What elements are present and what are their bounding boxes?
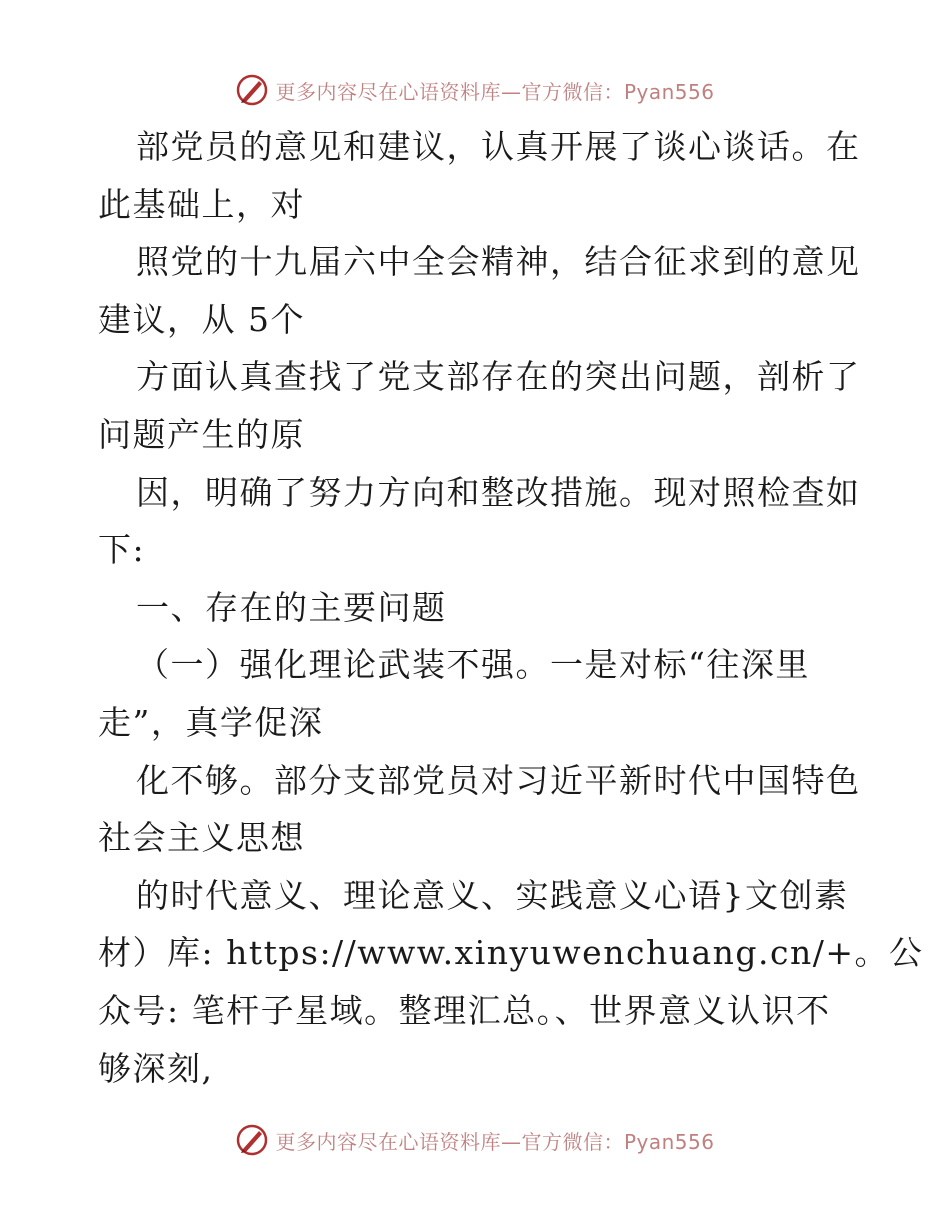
text-line: 部党员的意见和建议，认真开展了谈心谈话。在 — [136, 127, 861, 166]
text-line: 众号: 笔杆子星域。整理汇总。、世界意义认识不 — [98, 990, 831, 1030]
text-line: 社会主义思想 — [98, 818, 305, 858]
document-body — [98, 118, 924, 1097]
header-watermark — [0, 70, 950, 110]
watermark-text: 更多内容尽在心语资料库—官方微信：Pyan556 — [275, 79, 715, 104]
text-line: 此基础上，对 — [98, 184, 305, 224]
text-line: 照党的十九届六中全会精神，结合征求到的意见 — [136, 242, 861, 282]
text-line: （一）强化理论武装不强。一是对标“往深里 — [136, 645, 810, 685]
text-line: 走”，真学促深 — [98, 702, 324, 742]
text-line: 问题产生的原 — [98, 414, 305, 454]
text-line: 的时代意义、理论意义、实践意义心语}文创素 — [136, 875, 849, 915]
text-line: 方面认真查找了党支部存在的突出问题，剖析了 — [136, 357, 861, 397]
text-line: 材）库: https://www.xinyuwenchuang.cn/+。公 — [98, 933, 924, 973]
text-line: 够深刻, — [98, 1048, 214, 1088]
text-line: 下: — [98, 530, 146, 570]
pen-logo-icon — [235, 73, 269, 107]
footer-watermark — [0, 1120, 950, 1160]
text-line: 化不够。部分支部党员对习近平新时代中国特色 — [136, 760, 861, 800]
watermark-text: 更多内容尽在心语资料库—官方微信：Pyan556 — [275, 1129, 715, 1154]
text-line: 因，明确了努力方向和整改措施。现对照检查如 — [136, 472, 861, 512]
text-line: 一、存在的主要问题 — [136, 587, 447, 627]
text-line: 建议，从 5个 — [98, 299, 305, 339]
pen-logo-icon — [235, 1123, 269, 1157]
